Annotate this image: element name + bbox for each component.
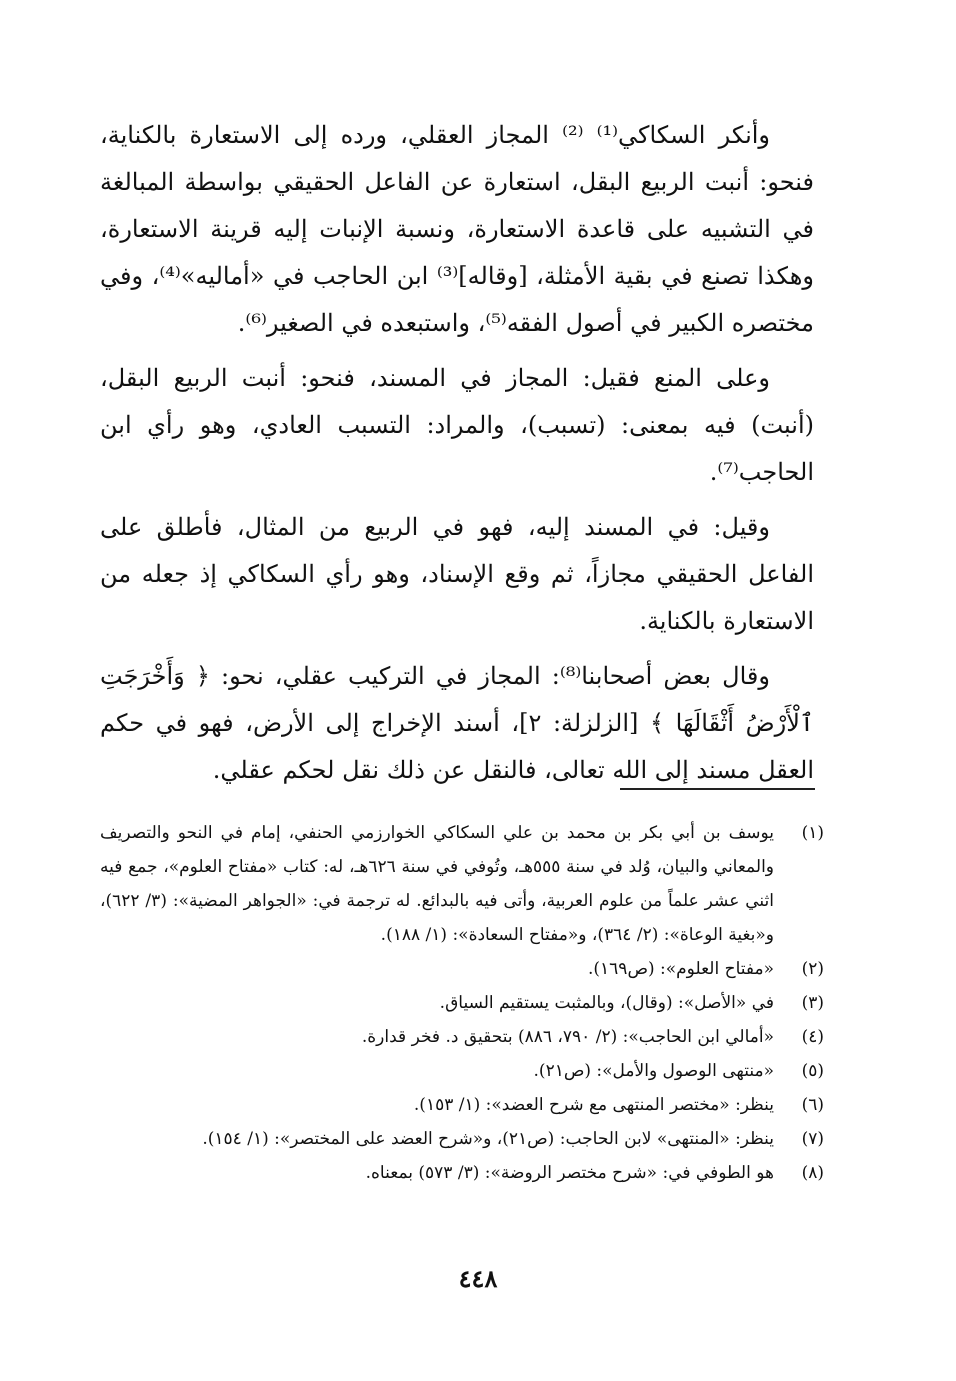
footnote-text: هو الطوفي في: «شرح مختصر الروضة»: (٣/ ٥٧٣) بمعناه. [365, 1163, 774, 1183]
page-number: ٤٤٨ [458, 1264, 498, 1293]
footnote-8 [100, 1156, 824, 1190]
footnote-text: يوسف بن أبي بكر بن محمد بن علي السكاكي الخوارزمي الحنفي، إمام في النحو والتصريف والمعاني والبيان، وُلد في سنة ٥٥٥هـ، وتُوفي في سنة ٦٢٦هـ، له: كتاب «مفتاح العلوم»، جمع فيه اثني عشر علماً من علوم العربية، وأتى فيه بالبدائع. له ترجمة في: «الجواهر المضية»: (٣/ ٦٢٢)، و«بغية الوعاة»: (٢/ ٣٦٤)، و«مفتاح السعادة»: (١/ ١٨٨). [100, 823, 774, 945]
footnote-7 [100, 1122, 824, 1156]
footnote-4 [100, 1020, 824, 1054]
footnote-6 [100, 1088, 824, 1122]
footnote-text: «مفتاح العلوم»: (ص١٦٩). [587, 959, 774, 979]
footnote-number: (٢) [801, 959, 824, 979]
footnote-number: (٥) [801, 1061, 824, 1081]
footnote-3 [100, 986, 824, 1020]
footnote-2 [100, 952, 824, 986]
footnote-number: (٤) [801, 1027, 824, 1047]
footnote-number: (٣) [801, 993, 824, 1013]
footnote-divider [620, 788, 815, 790]
footnote-5 [100, 1054, 824, 1088]
footnote-text: «منتهى الوصول والأمل»: (ص٢١). [533, 1061, 774, 1081]
footnote-1 [100, 816, 824, 952]
footnotes [100, 816, 824, 1190]
footnote-text: في «الأصل»: (وقال)، وبالمثبت يستقيم السياق. [439, 993, 774, 1013]
footnote-text: ينظر: «المنتهى» لابن الحاجب: (ص٢١)، و«شرح العضد على المختصر»: (١/ ١٥٤). [202, 1129, 774, 1149]
paragraph-1: وأنكر السكاكي⁽¹⁾ ⁽²⁾ المجاز العقلي، ورده إلى الاستعارة بالكناية، فنحو: أنبت الربيع البقل، استعارة عن الفاعل الحقيقي بواسطة المبالغة في التشبيه على قاعدة الاستعارة، ونسبة الإنبات إليه قرينة الاستعارة، وهكذا تصنع في بقية الأمثلة، [وقاله]⁽³⁾ ابن الحاجب في «أماليه»⁽⁴⁾، وفي مختصره الكبير في أصول الفقه⁽⁵⁾، واستبعده في الصغير⁽⁶⁾. [100, 121, 815, 337]
paragraph-4: وقال بعض أصحابنا⁽⁸⁾: المجاز في التركيب عقلي، نحو: ﴿ وَأَخْرَجَتِ ٱلْأَرْضُ أَثْقَالَهَا ﴾ [الزلزلة: ٢]، أسند الإخراج إلى الأرض، فهو في حكم العقل مسند إلى الله تعالى، فالنقل عن ذلك نقل لحكم عقلي. [100, 662, 814, 784]
paragraph-3: وقيل: في المسند إليه، فهو في الربيع من المثال، فأطلق على الفاعل الحقيقي مجازاً، ثم وقع الإسناد، وهو رأي السكاكي إذ جعله من الاستعارة بالكناية. [100, 513, 815, 635]
footnote-number: (٧) [801, 1129, 824, 1149]
footnote-number: (١) [801, 823, 824, 843]
paragraph-2: وعلى المنع فقيل: المجاز في المسند، فنحو: أنبت الربيع البقل، (أنبت) فيه بمعنى: (تسبب)، والمراد: التسبب العادي، وهو رأي ابن الحاجب⁽⁷⁾. [100, 364, 814, 486]
footnote-number: (٨) [801, 1163, 824, 1183]
main-text [100, 112, 814, 802]
footnote-number: (٦) [801, 1095, 824, 1115]
footnote-text: ينظر: «مختصر المنتهى مع شرح العضد»: (١/ ١٥٣). [413, 1095, 774, 1115]
footnote-text: «أمالي ابن الحاجب»: (٢/ ٧٩٠، ٨٨٦) بتحقيق د. فخر قدارة. [361, 1027, 774, 1047]
